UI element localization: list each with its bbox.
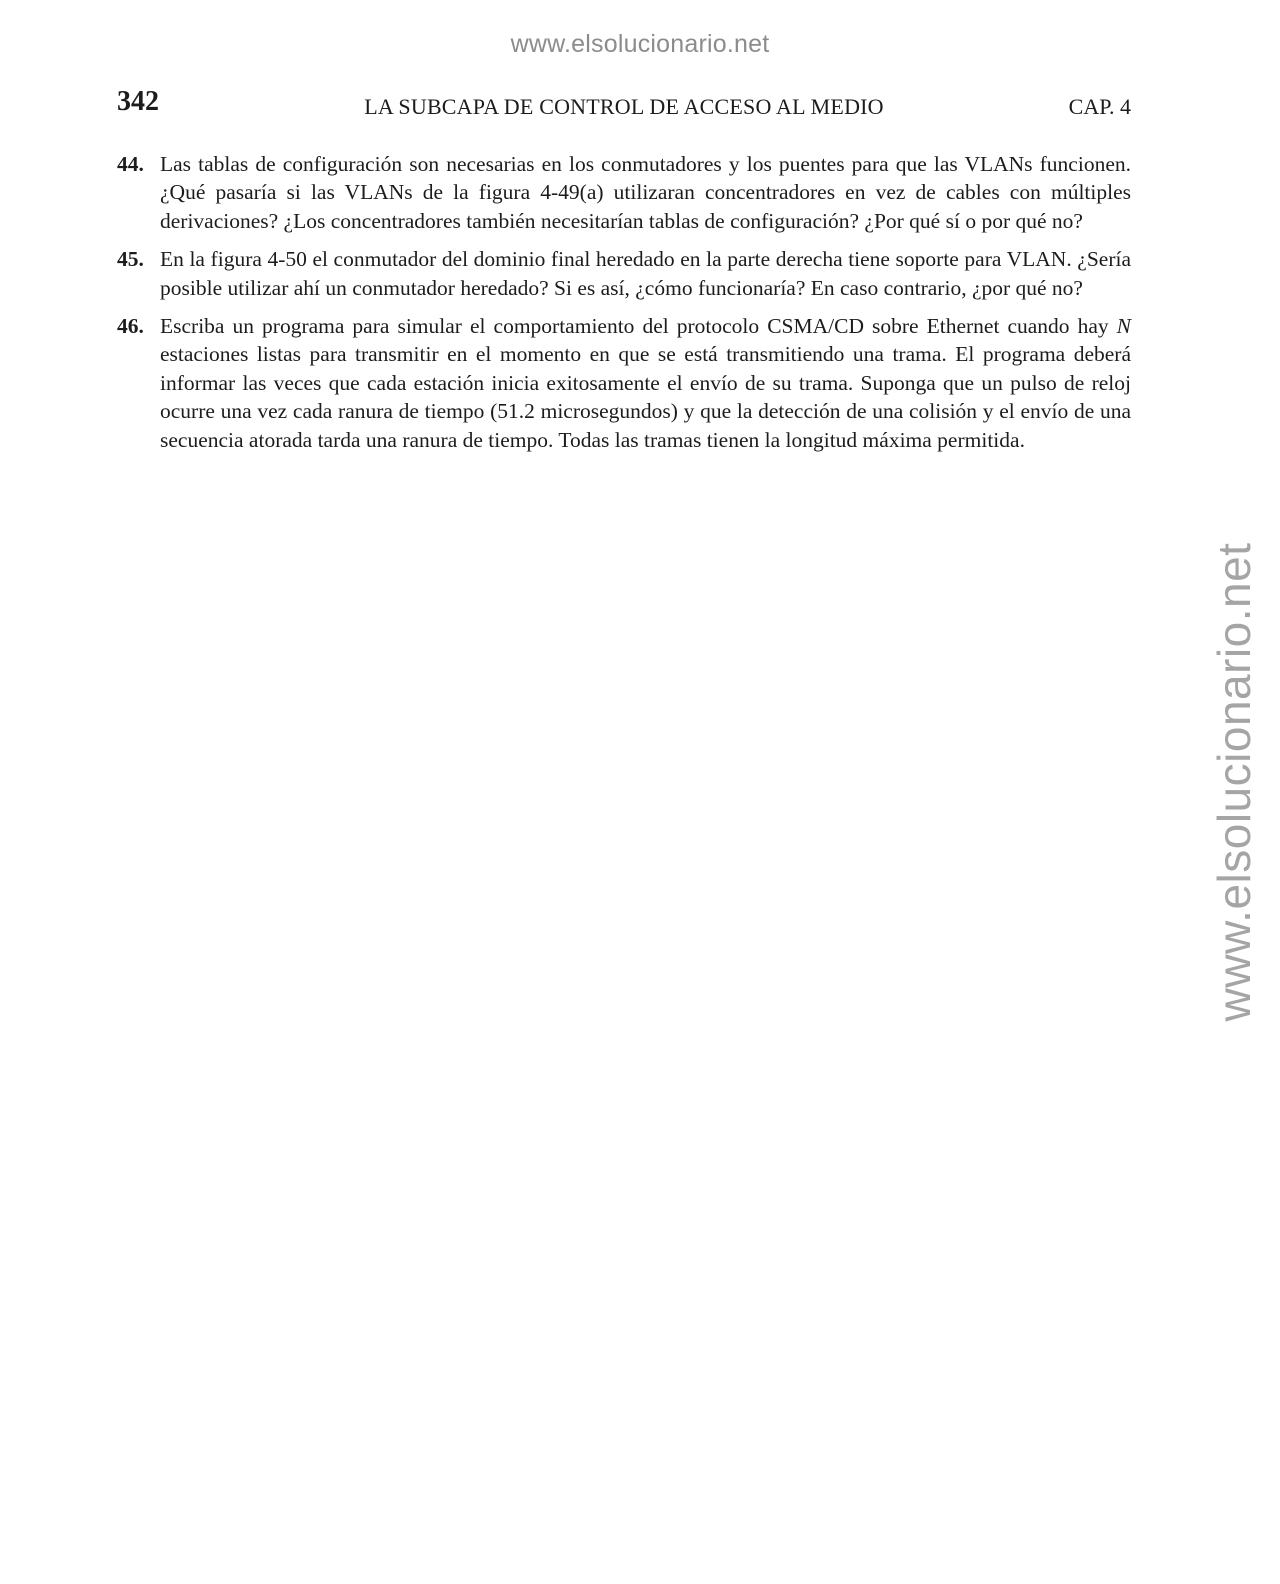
question-text-part: Escriba un programa para simular el comportamiento del protocolo CSMA/CD sobre Ethernet cuando hay [160,314,1117,339]
question-45 [117,245,1131,302]
question-text [160,314,1131,452]
question-number: 46. [117,314,144,339]
question-text: Las tablas de configuración son necesarias en los conmutadores y los puentes para que las VLANs funcionen. ¿Qué pasaría si las VLANs de la figura 4-49(a) utilizaran concentradores en vez de cables con múltiples derivaciones? ¿Los concentradores también necesitarían tablas de configuración? ¿Por qué sí o por qué no? [160,152,1131,233]
variable-n: N [1116,314,1131,339]
watermark-top: www.elsolucionario.net [510,30,770,58]
question-44 [117,150,1131,235]
page-number: 342 [117,86,159,117]
chapter-label: CAP. 4 [1068,94,1131,119]
running-head [117,86,1131,126]
question-number: 45. [117,247,144,272]
watermark-side: www.elsolucionario.net [1208,542,1260,1022]
question-list [117,150,1131,464]
question-text-part: estaciones listas para transmitir en el momento en que se está transmitiendo una trama. El programa deberá informar las veces que cada estación inicia exitosamente el envío de su trama. Suponga que un pulso de reloj ocurre una vez cada ranura de tiempo (51.2 microsegundos) y que la detección de una colisión y el envío de una secuencia atorada tarda una ranura de tiempo. Todas las tramas tienen la longitud máxima permitida. [160,342,1131,452]
question-number: 44. [117,152,144,176]
question-text: En la figura 4-50 el conmutador del dominio final heredado en la parte derecha tiene soporte para VLAN. ¿Sería posible utilizar ahí un conmutador heredado? Si es así, ¿cómo funcionaría? En caso contrario, ¿por qué no? [160,247,1131,300]
question-46 [117,312,1131,454]
chapter-title: LA SUBCAPA DE CONTROL DE ACCESO AL MEDIO [364,94,884,119]
